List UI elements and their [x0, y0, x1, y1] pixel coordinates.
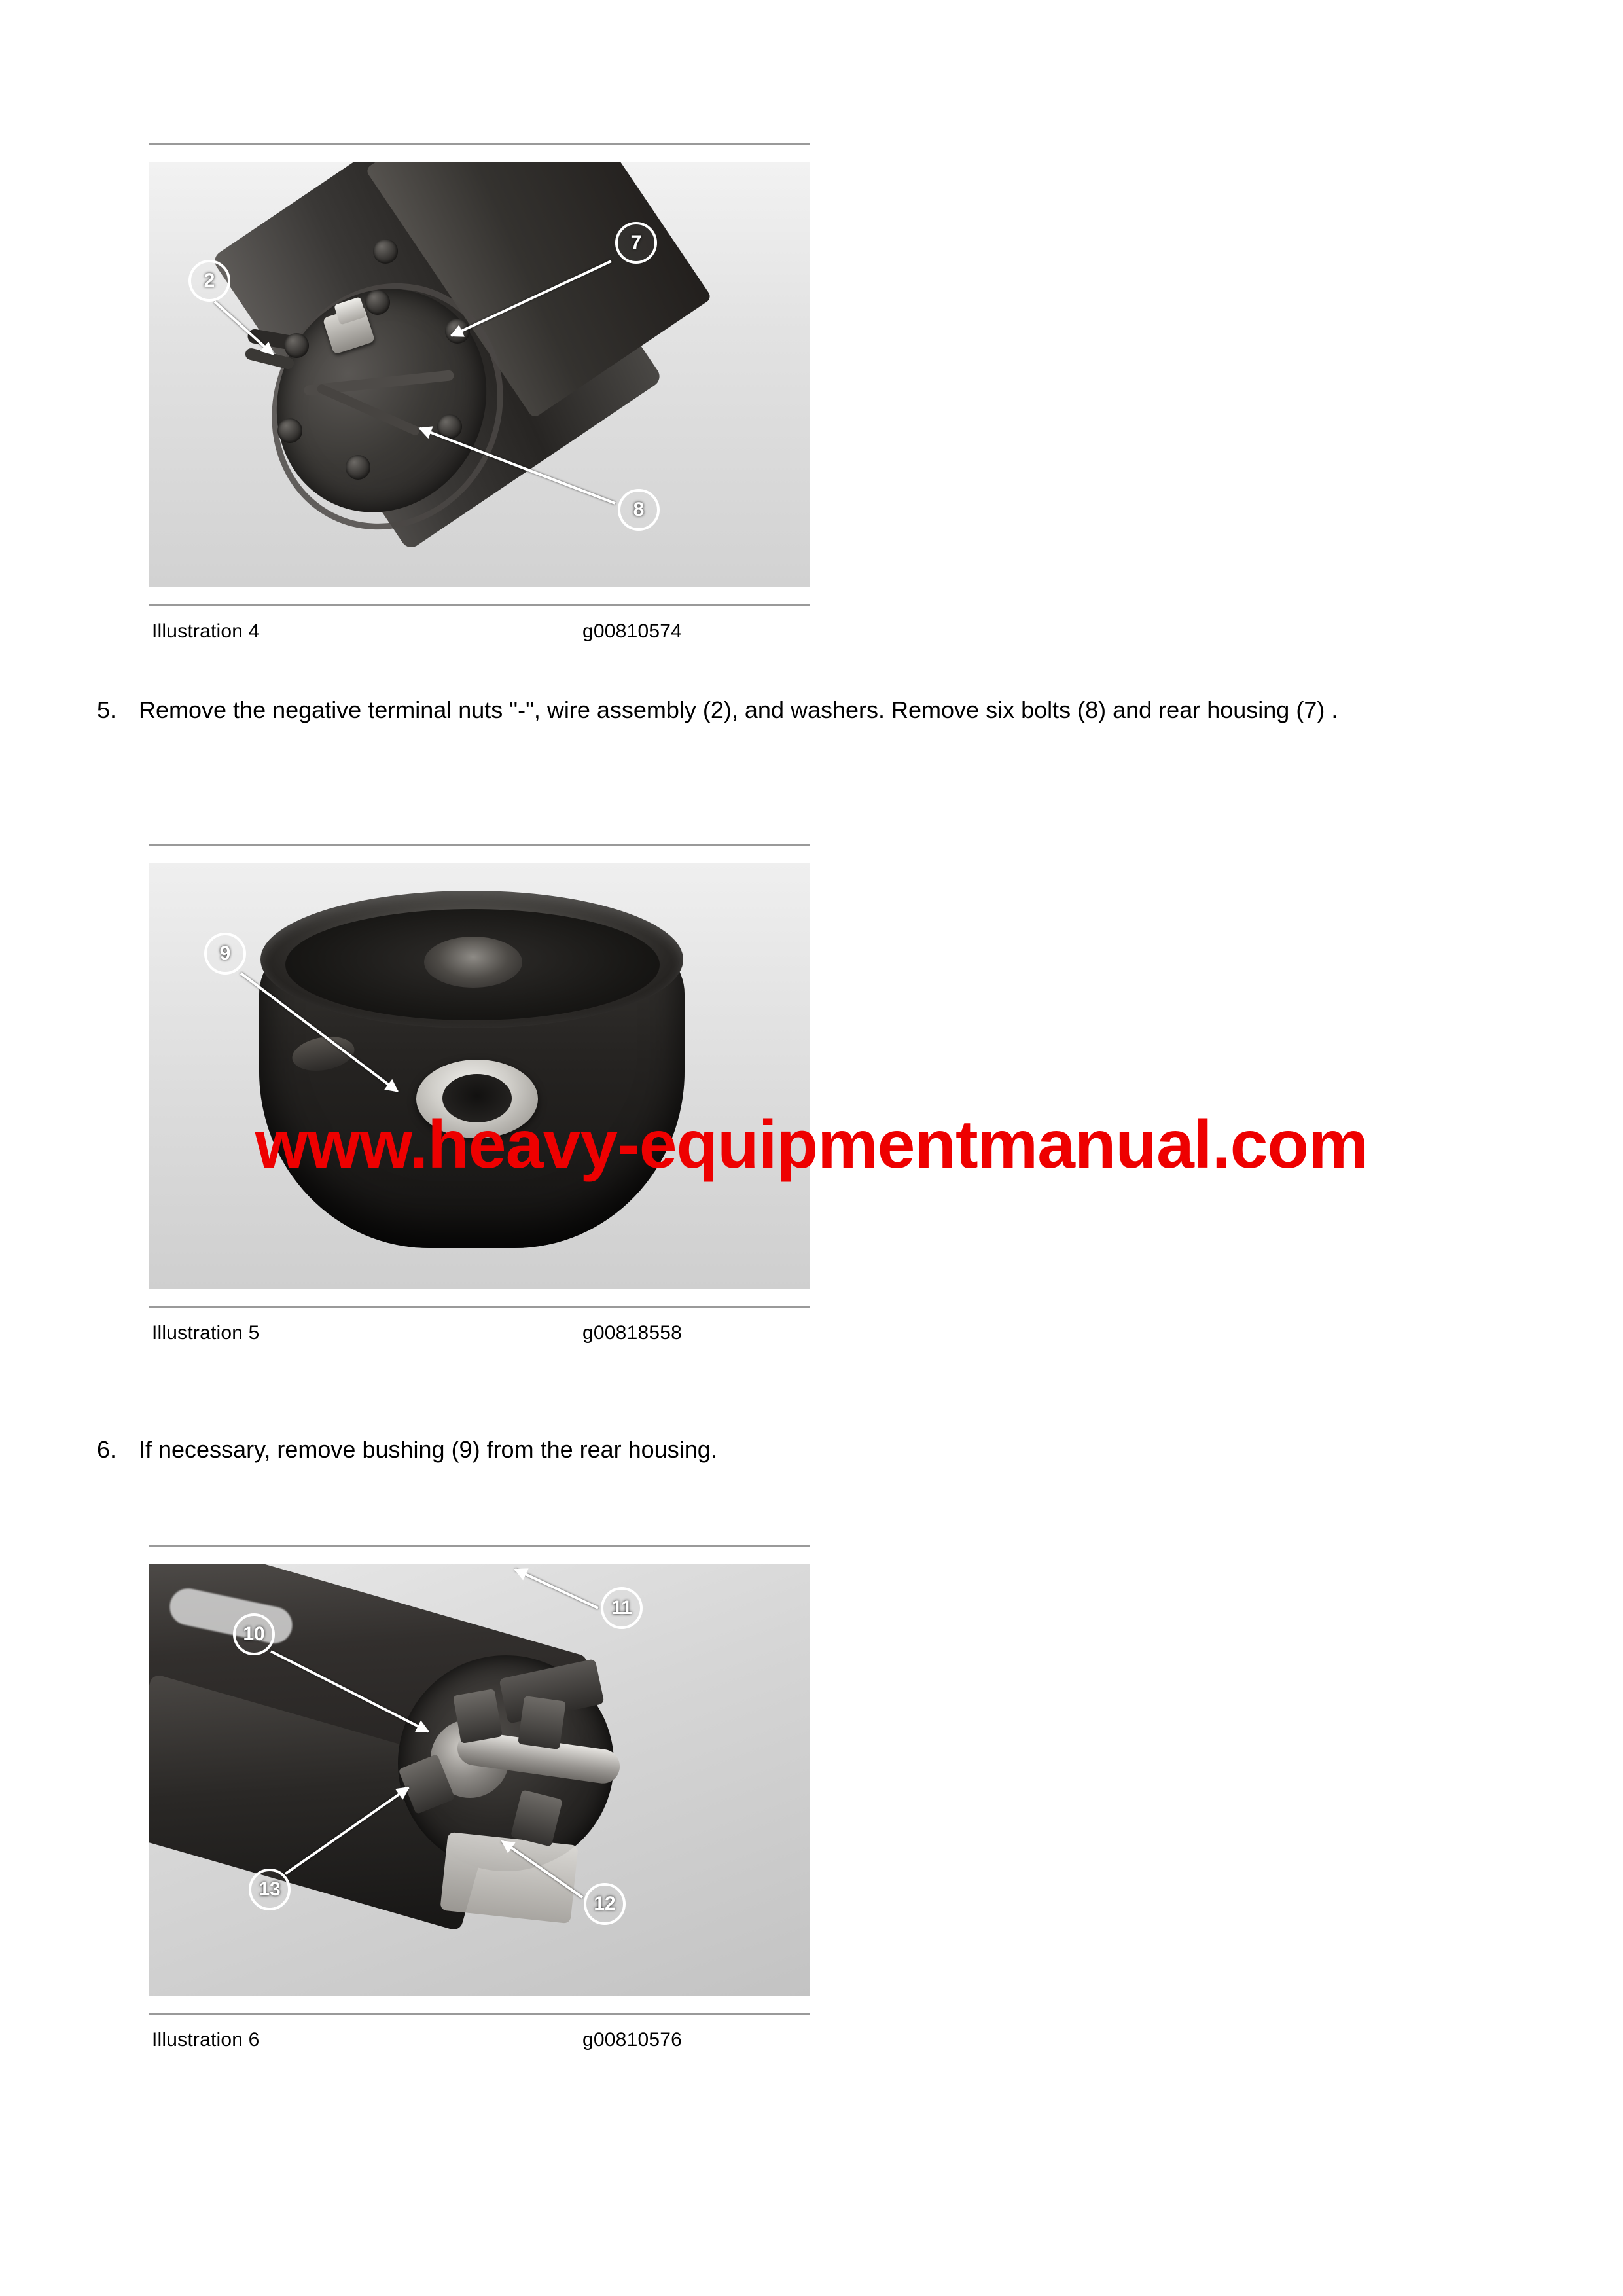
figure-caption-illustration-6 — [149, 2029, 810, 2051]
figure-bottom-rule — [149, 1306, 810, 1308]
step-5-text: Remove the negative terminal nuts "-", wire assembly (2), and washers. Remove six bolts (8) and rear housing (7) . — [139, 696, 1338, 723]
step-5-number: 5. — [97, 696, 117, 723]
figure-bottom-rule — [149, 2013, 810, 2015]
figure-illustration-4 — [149, 143, 810, 643]
callout-10: 10 — [233, 1613, 275, 1655]
figure-caption-code: g00810576 — [582, 2029, 682, 2051]
bolt — [284, 333, 309, 358]
watermark-text: www.heavy-equipmentmanual.com — [255, 1107, 1368, 1183]
figure-caption-label: Illustration 5 — [152, 1322, 260, 1344]
brush — [453, 1689, 503, 1744]
figure-illustration-5 — [149, 844, 810, 1344]
callout-9: 9 — [204, 933, 246, 975]
figure-image-illustration-5 — [149, 863, 810, 1289]
bolt — [277, 418, 302, 443]
figure-top-rule — [149, 1545, 810, 1547]
callout-13: 13 — [249, 1869, 291, 1910]
bolt — [373, 239, 398, 264]
housing-hub — [424, 937, 522, 988]
bolt — [346, 455, 370, 480]
callout-8: 8 — [618, 489, 660, 531]
figure-image-illustration-4 — [149, 162, 810, 587]
figure-illustration-6 — [149, 1545, 810, 2051]
figure-caption-illustration-4 — [149, 620, 810, 643]
callout-7: 7 — [615, 222, 657, 264]
figure-top-rule — [149, 844, 810, 846]
figure-caption-label: Illustration 4 — [152, 620, 260, 642]
step-6 — [97, 1433, 1524, 1466]
bolt — [365, 290, 390, 315]
figure-bottom-rule — [149, 604, 810, 606]
callout-11: 11 — [601, 1587, 643, 1629]
figure-caption-code: g00818558 — [582, 1322, 682, 1344]
callout-2: 2 — [188, 260, 230, 302]
figure-caption-illustration-5 — [149, 1322, 810, 1344]
figure-caption-label: Illustration 6 — [152, 2029, 260, 2051]
figure-image-illustration-6 — [149, 1564, 810, 1996]
step-5 — [97, 694, 1524, 726]
step-6-text: If necessary, remove bushing (9) from the rear housing. — [139, 1436, 717, 1463]
step-6-number: 6. — [97, 1436, 117, 1463]
brush — [518, 1696, 566, 1749]
callout-12: 12 — [584, 1883, 626, 1925]
figure-top-rule — [149, 143, 810, 145]
figure-caption-code: g00810574 — [582, 620, 682, 642]
